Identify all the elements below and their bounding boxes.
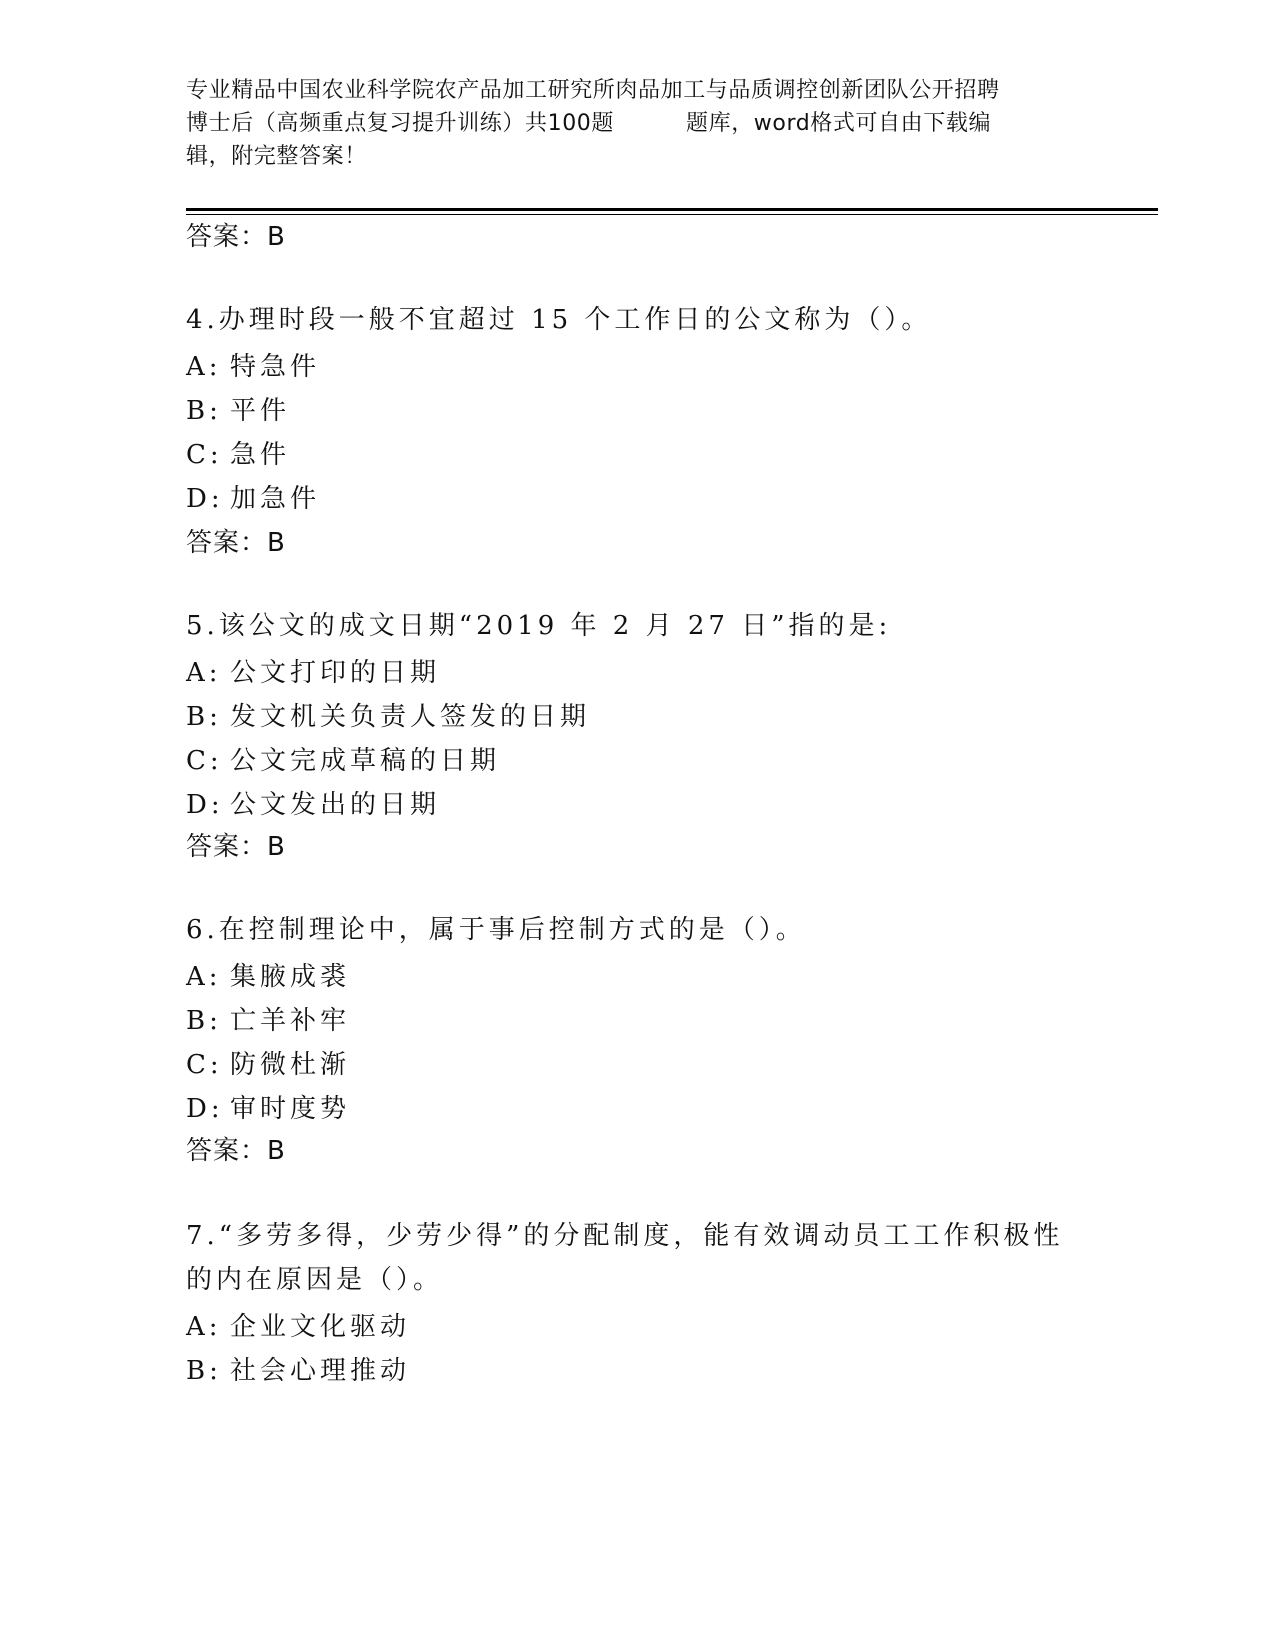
question-4-option-a [186, 346, 320, 383]
answer-value: B [267, 222, 286, 252]
header-line-2-part-1: 博士后（高频重点复习提升训练）共100题 [186, 111, 614, 136]
answer-q6 [186, 1130, 286, 1167]
option-text: 平件 [230, 396, 291, 426]
header-line-2-part-2: 题库，word格式可自由下载编 [686, 111, 992, 136]
option-text: 亡羊补牢 [230, 1006, 351, 1036]
question-4-option-b [186, 390, 290, 427]
answer-q4 [186, 522, 286, 559]
option-key: A: [186, 658, 222, 688]
option-text: 企业文化驱动 [230, 1312, 411, 1342]
option-text: 防微杜渐 [230, 1050, 351, 1080]
answer-q5 [186, 826, 286, 863]
answer-value: B [267, 1136, 286, 1166]
question-6-text: 6.在控制理论中，属于事后控制方式的是（）。 [186, 915, 806, 945]
option-key: C: [186, 746, 223, 776]
question-7-text-line-1: 7.“多劳多得，少劳少得”的分配制度，能有效调动员工工作积极性 [186, 1221, 1064, 1251]
header-line-3: 辑，附完整答案！ [186, 144, 367, 169]
answer-label: 答案： [186, 1136, 268, 1166]
question-7-text-line-2: 的内在原因是（）。 [186, 1265, 444, 1295]
option-key: A: [186, 962, 222, 992]
option-text: 社会心理推动 [230, 1356, 411, 1386]
option-key: A: [186, 352, 222, 382]
answer-label: 答案： [186, 222, 268, 252]
question-5-option-a [186, 652, 440, 689]
option-text: 审时度势 [230, 1094, 351, 1124]
question-5-option-b [186, 696, 590, 733]
option-text: 发文机关负责人签发的日期 [230, 702, 591, 732]
option-text: 急件 [230, 440, 291, 470]
option-key: A: [186, 1312, 222, 1342]
question-4-text: 4.办理时段一般不宜超过 15 个工作日的公文称为（）。 [186, 305, 932, 335]
question-4-option-d [186, 478, 320, 515]
question-7-option-a [186, 1306, 410, 1343]
answer-label: 答案： [186, 528, 268, 558]
question-6-option-a [186, 956, 350, 993]
option-key: C: [186, 440, 223, 470]
option-key: B: [186, 702, 222, 732]
question-5-option-c [186, 740, 500, 777]
option-text: 公文打印的日期 [230, 658, 441, 688]
question-6-option-d [186, 1088, 350, 1125]
answer-value: B [267, 832, 286, 862]
option-text: 加急件 [230, 484, 321, 514]
option-key: D: [186, 790, 224, 820]
option-key: B: [186, 1356, 222, 1386]
question-5-text: 5.该公文的成文日期“2019 年 2 月 27 日”指的是: [186, 611, 892, 641]
answer-q3 [186, 216, 286, 253]
header-line-1: 专业精品中国农业科学院农产品加工研究所肉品加工与品质调控创新团队公开招聘 [186, 78, 1000, 103]
option-text: 特急件 [230, 352, 321, 382]
header-divider-thin [186, 214, 1158, 215]
answer-label: 答案： [186, 832, 268, 862]
option-text: 公文发出的日期 [230, 790, 441, 820]
option-key: B: [186, 1006, 222, 1036]
option-text: 集腋成裘 [230, 962, 351, 992]
option-key: C: [186, 1050, 223, 1080]
option-key: D: [186, 1094, 224, 1124]
option-key: D: [186, 484, 224, 514]
header-line-2 [186, 107, 1086, 140]
header-divider-thick [186, 208, 1158, 211]
question-4-option-c [186, 434, 290, 471]
question-7-option-b [186, 1350, 410, 1387]
question-5-option-d [186, 784, 440, 821]
document-header [186, 74, 1086, 173]
option-text: 公文完成草稿的日期 [230, 746, 501, 776]
option-key: B: [186, 396, 222, 426]
answer-value: B [267, 528, 286, 558]
question-6-option-c [186, 1044, 350, 1081]
question-6-option-b [186, 1000, 350, 1037]
